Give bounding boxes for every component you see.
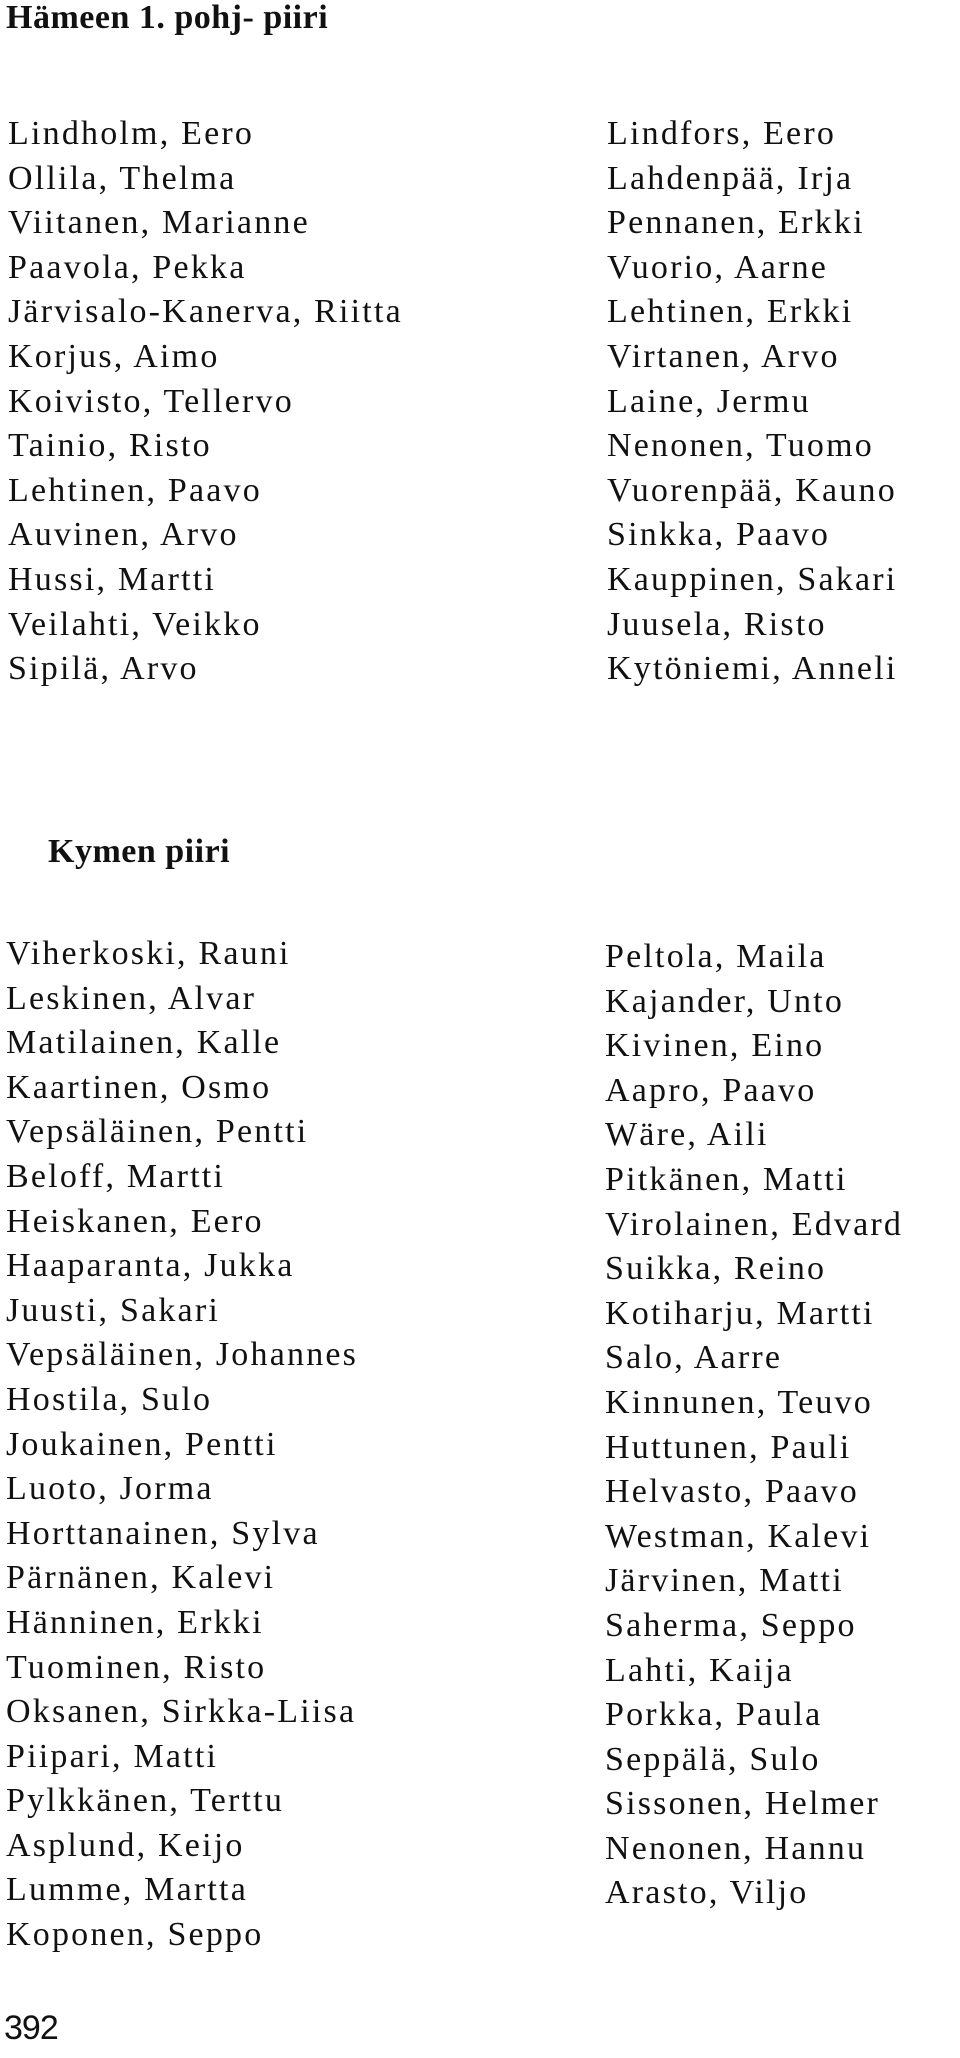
name-entry: Virolainen, Edvard bbox=[605, 1205, 904, 1243]
name-entry: Salo, Aarre bbox=[605, 1339, 783, 1377]
name-column-left bbox=[6, 932, 358, 1958]
name-entry: Matilainen, Kalle bbox=[6, 1024, 282, 1062]
name-entry: Ollila, Thelma bbox=[8, 159, 237, 197]
name-column-right bbox=[607, 112, 898, 692]
name-entry: Helvasto, Paavo bbox=[605, 1473, 859, 1511]
name-entry: Leskinen, Alvar bbox=[6, 979, 257, 1017]
name-entry: Sipilä, Arvo bbox=[8, 650, 199, 688]
name-column-right bbox=[605, 935, 903, 1916]
name-entry: Saherma, Seppo bbox=[605, 1606, 857, 1644]
name-entry: Beloff, Martti bbox=[6, 1157, 226, 1195]
name-entry: Järvisalo-Kanerva, Riitta bbox=[8, 293, 403, 331]
name-entry: Huttunen, Pauli bbox=[605, 1428, 852, 1466]
name-entry: Kaartinen, Osmo bbox=[6, 1068, 272, 1106]
name-entry: Pylkkänen, Terttu bbox=[6, 1782, 285, 1820]
name-entry: Haaparanta, Jukka bbox=[6, 1247, 295, 1285]
name-entry: Peltola, Maila bbox=[605, 938, 827, 975]
name-entry: Seppälä, Sulo bbox=[605, 1740, 821, 1778]
name-entry: Asplund, Keijo bbox=[6, 1826, 245, 1864]
name-entry: Laine, Jermu bbox=[607, 382, 811, 420]
name-entry: Viitanen, Marianne bbox=[8, 204, 310, 242]
name-entry: Tainio, Risto bbox=[8, 427, 212, 465]
name-entry: Kytöniemi, Anneli bbox=[607, 650, 898, 688]
name-entry: Kinnunen, Teuvo bbox=[605, 1383, 873, 1421]
name-entry: Lahti, Kaija bbox=[605, 1651, 794, 1689]
name-entry: Juusela, Risto bbox=[607, 605, 827, 643]
name-entry: Piipari, Matti bbox=[6, 1737, 219, 1775]
page-number: 392 bbox=[4, 2009, 58, 2047]
name-entry: Lindholm, Eero bbox=[8, 115, 255, 152]
name-entry: Kotiharju, Martti bbox=[605, 1294, 875, 1332]
name-entry: Viherkoski, Rauni bbox=[6, 935, 291, 972]
name-entry: Hussi, Martti bbox=[8, 560, 217, 598]
name-entry: Oksanen, Sirkka-Liisa bbox=[6, 1693, 357, 1731]
name-entry: Nenonen, Tuomo bbox=[607, 427, 874, 465]
name-entry: Auvinen, Arvo bbox=[8, 516, 239, 554]
name-entry: Tuominen, Risto bbox=[6, 1648, 267, 1686]
name-entry: Vuorio, Aarne bbox=[607, 248, 829, 286]
name-entry: Aapro, Paavo bbox=[605, 1071, 817, 1109]
name-entry: Nenonen, Hannu bbox=[605, 1829, 867, 1867]
name-entry: Vepsäläinen, Johannes bbox=[6, 1336, 359, 1374]
name-entry: Hostila, Sulo bbox=[6, 1380, 213, 1418]
name-entry: Kajander, Unto bbox=[605, 982, 845, 1020]
name-entry: Korjus, Aimo bbox=[8, 337, 220, 375]
name-entry: Pitkänen, Matti bbox=[605, 1160, 848, 1198]
name-entry: Virtanen, Arvo bbox=[607, 337, 840, 375]
name-entry: Vepsäläinen, Pentti bbox=[6, 1113, 309, 1151]
name-entry: Lahdenpää, Irja bbox=[607, 159, 854, 197]
name-entry: Joukainen, Pentti bbox=[6, 1425, 278, 1463]
name-entry: Lindfors, Eero bbox=[607, 115, 837, 152]
name-entry: Arasto, Viljo bbox=[605, 1874, 809, 1912]
section-title-hame: Hämeen 1. pohj- piiri bbox=[6, 0, 329, 36]
name-entry: Westman, Kalevi bbox=[605, 1517, 872, 1555]
name-entry: Sinkka, Paavo bbox=[607, 516, 831, 554]
name-entry: Luoto, Jorma bbox=[6, 1470, 214, 1508]
name-entry: Kivinen, Eino bbox=[605, 1027, 825, 1065]
name-entry: Vuorenpää, Kauno bbox=[607, 471, 897, 509]
name-entry: Paavola, Pekka bbox=[8, 248, 247, 286]
name-entry: Suikka, Reino bbox=[605, 1250, 827, 1288]
name-column-left bbox=[8, 112, 403, 692]
name-entry: Veilahti, Veikko bbox=[8, 605, 262, 643]
name-entry: Porkka, Paula bbox=[605, 1696, 823, 1734]
name-entry: Kauppinen, Sakari bbox=[607, 560, 898, 598]
name-entry: Koivisto, Tellervo bbox=[8, 382, 294, 420]
name-entry: Lehtinen, Paavo bbox=[8, 471, 262, 509]
section-title-kymen: Kymen piiri bbox=[48, 833, 231, 870]
name-entry: Koponen, Seppo bbox=[6, 1916, 264, 1954]
name-entry: Juusti, Sakari bbox=[6, 1291, 221, 1329]
name-entry: Pennanen, Erkki bbox=[607, 204, 865, 242]
name-entry: Lehtinen, Erkki bbox=[607, 293, 854, 331]
name-entry: Sissonen, Helmer bbox=[605, 1785, 881, 1823]
name-entry: Hänninen, Erkki bbox=[6, 1603, 264, 1641]
name-entry: Järvinen, Matti bbox=[605, 1562, 844, 1600]
name-entry: Horttanainen, Sylva bbox=[6, 1514, 320, 1552]
name-entry: Lumme, Martta bbox=[6, 1871, 248, 1909]
name-entry: Heiskanen, Eero bbox=[6, 1202, 264, 1240]
name-entry: Wäre, Aili bbox=[605, 1116, 769, 1154]
name-entry: Pärnänen, Kalevi bbox=[6, 1559, 276, 1597]
